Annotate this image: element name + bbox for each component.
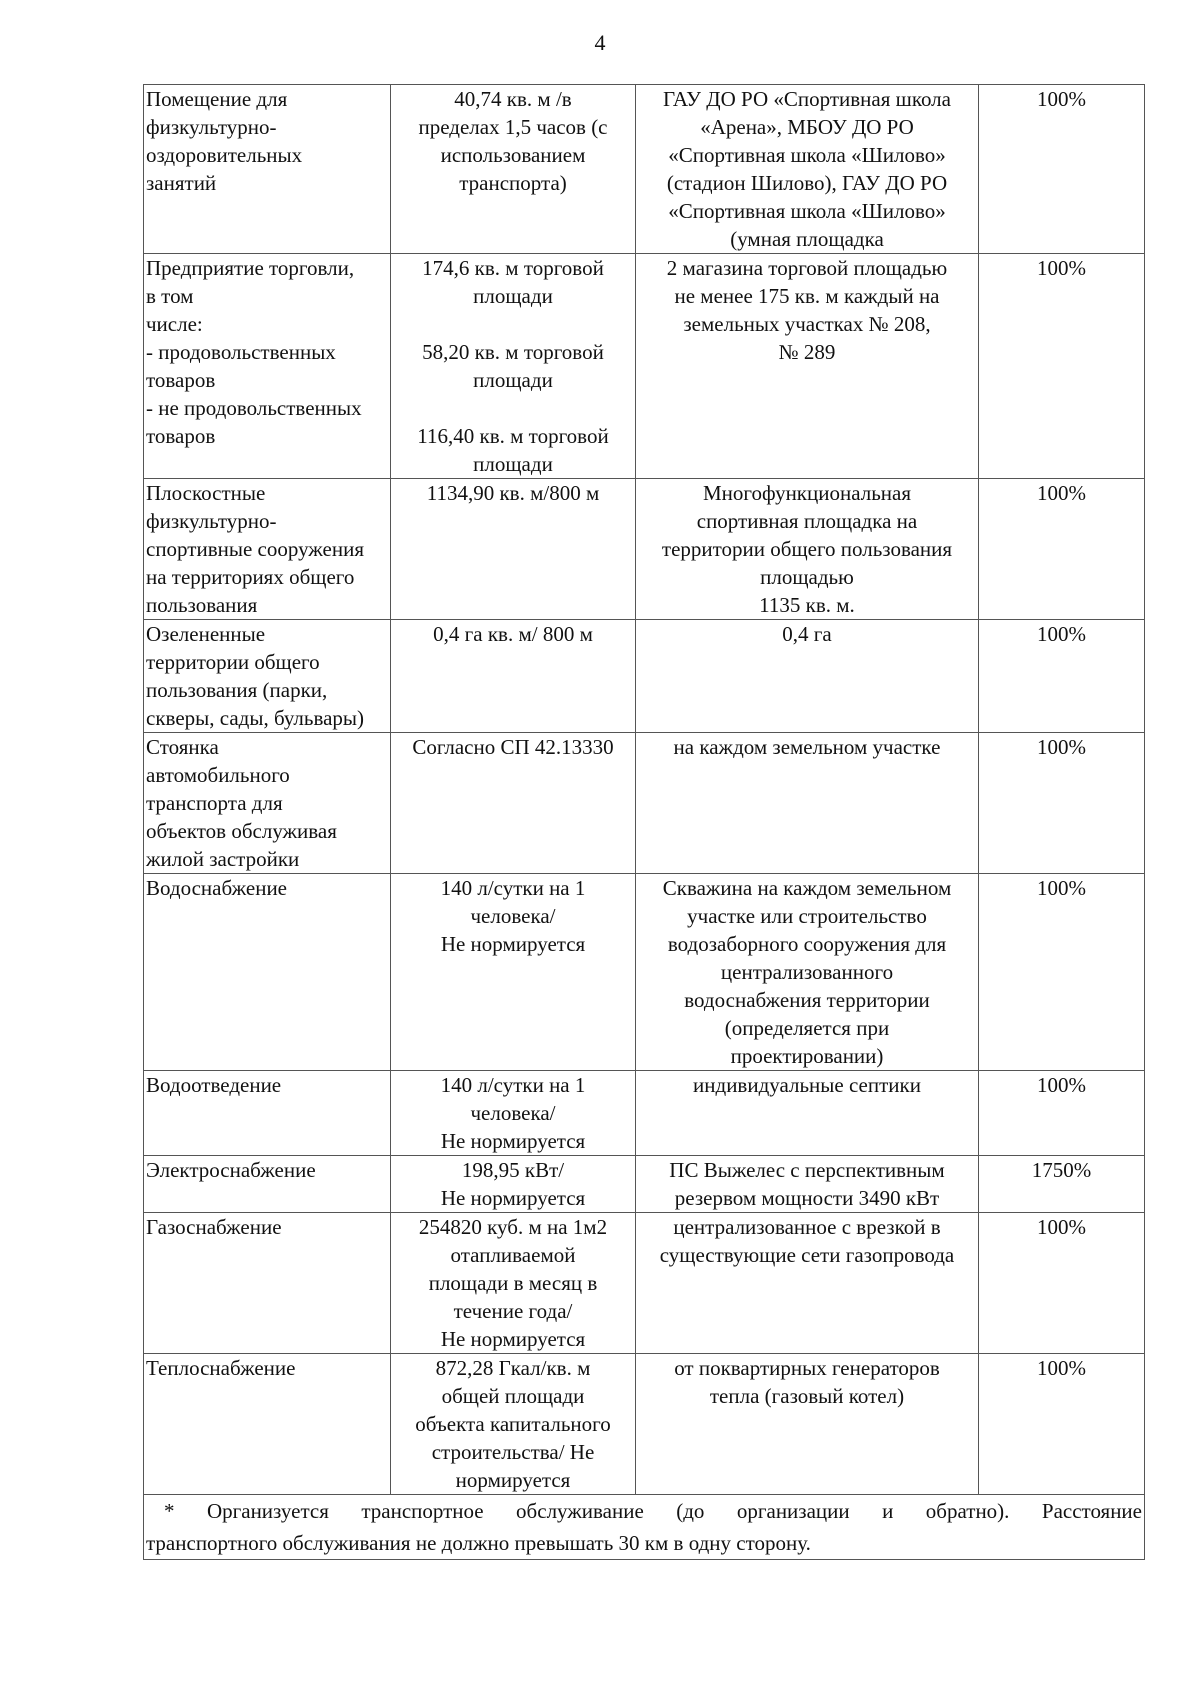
table-row — [144, 1071, 1145, 1156]
cell-line: Плоскостные — [146, 481, 266, 505]
solution-cell — [636, 1213, 979, 1354]
cell-line: 254820 куб. м на 1м2 — [418, 1215, 608, 1239]
cell-line: транспорта) — [459, 171, 567, 195]
percent-cell: 100% — [979, 1213, 1145, 1354]
percent-cell: 100% — [979, 1354, 1145, 1495]
cell-line: водозаборного сооружения для — [667, 932, 947, 956]
indicators-table — [143, 84, 1145, 1560]
table-row — [144, 874, 1145, 1071]
cell-line: № 289 — [778, 340, 836, 364]
norm-cell — [391, 1213, 636, 1354]
cell-line: Электроснабжение — [146, 1158, 316, 1182]
object-name-cell — [144, 1071, 391, 1156]
cell-line: человека/ — [470, 904, 556, 928]
cell-line: проектировании) — [730, 1044, 884, 1068]
cell-line: Не нормируется — [440, 1129, 586, 1153]
cell-line: - не продовольственных — [146, 396, 362, 420]
object-name-cell — [144, 733, 391, 874]
solution-cell — [636, 620, 979, 733]
cell-line: Газоснабжение — [146, 1215, 282, 1239]
cell-line: 174,6 кв. м торговой — [422, 256, 604, 280]
cell-line: (определяется при — [724, 1016, 890, 1040]
cell-line: участке или строительство — [687, 904, 927, 928]
cell-line: индивидуальные септики — [693, 1073, 921, 1097]
cell-line: Скважина на каждом земельном — [662, 876, 952, 900]
cell-line: водоснабжения территории — [684, 988, 930, 1012]
cell-line: Помещение для — [146, 87, 288, 111]
cell-line: ГАУ ДО РО «Спортивная школа — [663, 87, 951, 111]
cell-line: существующие сети газопровода — [659, 1243, 955, 1267]
cell-line: Водоснабжение — [146, 876, 288, 900]
cell-line: общей площади — [441, 1384, 585, 1408]
solution-cell — [636, 85, 979, 254]
cell-line: пользования (парки, — [146, 678, 328, 702]
footnote-cell — [144, 1495, 1145, 1560]
table-body — [144, 85, 1145, 1495]
percent-cell: 100% — [979, 1071, 1145, 1156]
cell-line: использованием — [440, 143, 586, 167]
solution-cell — [636, 254, 979, 479]
cell-line: жилой застройки — [146, 847, 300, 871]
object-name-cell — [144, 479, 391, 620]
solution-cell — [636, 874, 979, 1071]
cell-line: (умная площадка — [730, 227, 884, 251]
cell-line: занятий — [146, 171, 217, 195]
cell-line: 872,28 Гкал/кв. м — [435, 1356, 591, 1380]
percent-cell: 100% — [979, 733, 1145, 874]
cell-line: площади — [473, 368, 553, 392]
cell-line: централизованного — [720, 960, 894, 984]
cell-line: 2 магазина торговой площадью — [666, 256, 948, 280]
table-row — [144, 1156, 1145, 1213]
norm-cell — [391, 85, 636, 254]
cell-line: на территориях общего — [146, 565, 355, 589]
page-number: 4 — [594, 30, 606, 55]
cell-line: строительства/ Не — [431, 1440, 595, 1464]
cell-line: не менее 175 кв. м каждый на — [674, 284, 940, 308]
cell-line: площади — [473, 284, 553, 308]
cell-line: Предприятие торговли, — [146, 256, 355, 280]
footnote-line-1: * Организуется транспортное обслуживание (до организации и обратно). Расстояние — [164, 1499, 1142, 1523]
cell-line: числе: — [146, 312, 203, 336]
norm-cell — [391, 479, 636, 620]
table-row — [144, 733, 1145, 874]
percent-cell: 100% — [979, 254, 1145, 479]
cell-line: человека/ — [470, 1101, 556, 1125]
cell-line: «Спортивная школа «Шилово» — [668, 199, 946, 223]
table-row — [144, 85, 1145, 254]
cell-line: в том — [146, 284, 194, 308]
cell-line: транспорта для — [146, 791, 283, 815]
cell-line: 0,4 га кв. м/ 800 м — [433, 622, 593, 646]
cell-line: (стадион Шилово), ГАУ ДО РО — [666, 171, 948, 195]
object-name-cell — [144, 1354, 391, 1495]
object-name-cell — [144, 620, 391, 733]
cell-line: физкультурно- — [146, 115, 277, 139]
table-row — [144, 1213, 1145, 1354]
table-row — [144, 254, 1145, 479]
cell-line: 1135 кв. м. — [759, 593, 855, 617]
cell-line — [393, 310, 633, 338]
percent-cell: 1750% — [979, 1156, 1145, 1213]
cell-line: Многофункциональная — [702, 481, 912, 505]
norm-cell — [391, 874, 636, 1071]
cell-line: резервом мощности 3490 кВт — [674, 1186, 940, 1210]
norm-cell — [391, 1354, 636, 1495]
cell-line: на каждом земельном участке — [673, 735, 941, 759]
footnote-line-2: транспортного обслуживания не должно превышать 30 км в одну сторону. — [146, 1531, 811, 1555]
object-name-cell — [144, 1156, 391, 1213]
norm-cell — [391, 620, 636, 733]
cell-line: 58,20 кв. м торговой — [422, 340, 604, 364]
cell-line: «Спортивная школа «Шилово» — [668, 143, 946, 167]
cell-line: централизованное с врезкой в — [673, 1215, 941, 1239]
cell-line: тепла (газовый котел) — [709, 1384, 905, 1408]
cell-line: 140 л/сутки на 1 — [440, 1073, 586, 1097]
percent-cell: 100% — [979, 874, 1145, 1071]
cell-line: физкультурно- — [146, 509, 277, 533]
table-row — [144, 620, 1145, 733]
norm-cell — [391, 1156, 636, 1213]
object-name-cell — [144, 1213, 391, 1354]
cell-line: от поквартирных генераторов — [674, 1356, 940, 1380]
cell-line: площади в месяц в — [428, 1271, 598, 1295]
cell-line: объектов обслуживая — [146, 819, 337, 843]
cell-line: Не нормируется — [440, 1327, 586, 1351]
cell-line: нормируется — [455, 1468, 571, 1492]
solution-cell — [636, 1156, 979, 1213]
norm-cell — [391, 254, 636, 479]
cell-line: Согласно СП 42.13330 — [412, 735, 614, 759]
object-name-cell — [144, 85, 391, 254]
object-name-cell — [144, 874, 391, 1071]
cell-line: Не нормируется — [440, 932, 586, 956]
table-row — [144, 1354, 1145, 1495]
cell-line: 40,74 кв. м /в — [454, 87, 572, 111]
cell-line: Водоотведение — [146, 1073, 282, 1097]
norm-cell — [391, 733, 636, 874]
cell-line: 0,4 га — [782, 622, 832, 646]
cell-line: пользования — [146, 593, 258, 617]
cell-line: пределах 1,5 часов (с — [418, 115, 608, 139]
cell-line: «Арена», МБОУ ДО РО — [700, 115, 914, 139]
solution-cell — [636, 1354, 979, 1495]
cell-line: товаров — [146, 424, 216, 448]
cell-line: 198,95 кВт/ — [461, 1158, 565, 1182]
cell-line: земельных участках № 208, — [683, 312, 931, 336]
footnote-row — [144, 1495, 1145, 1560]
cell-line: Теплоснабжение — [146, 1356, 296, 1380]
cell-line: 140 л/сутки на 1 — [440, 876, 586, 900]
solution-cell — [636, 733, 979, 874]
cell-line: 116,40 кв. м торговой — [417, 424, 609, 448]
cell-line: течение года/ — [453, 1299, 573, 1323]
cell-line: ПС Выжелес с перспективным — [669, 1158, 945, 1182]
cell-line: 1134,90 кв. м/800 м — [426, 481, 600, 505]
cell-line: скверы, сады, бульвары) — [146, 706, 365, 730]
cell-line: площади — [473, 452, 553, 476]
cell-line: автомобильного — [146, 763, 290, 787]
norm-cell — [391, 1071, 636, 1156]
cell-line: Не нормируется — [440, 1186, 586, 1210]
solution-cell — [636, 1071, 979, 1156]
cell-line: Озелененные — [146, 622, 266, 646]
cell-line: объекта капитального — [415, 1412, 611, 1436]
cell-line: спортивные сооружения — [146, 537, 364, 561]
percent-cell: 100% — [979, 620, 1145, 733]
percent-cell: 100% — [979, 85, 1145, 254]
cell-line: - продовольственных — [146, 340, 336, 364]
table-row — [144, 479, 1145, 620]
cell-line: Стоянка — [146, 735, 219, 759]
percent-cell: 100% — [979, 479, 1145, 620]
cell-line: оздоровительных — [146, 143, 303, 167]
cell-line — [393, 394, 633, 422]
cell-line: территории общего — [146, 650, 320, 674]
solution-cell — [636, 479, 979, 620]
object-name-cell — [144, 254, 391, 479]
cell-line: площадью — [760, 565, 854, 589]
cell-line: территории общего пользования — [661, 537, 953, 561]
cell-line: отапливаемой — [450, 1243, 576, 1267]
cell-line: товаров — [146, 368, 216, 392]
cell-line: спортивная площадка на — [696, 509, 918, 533]
